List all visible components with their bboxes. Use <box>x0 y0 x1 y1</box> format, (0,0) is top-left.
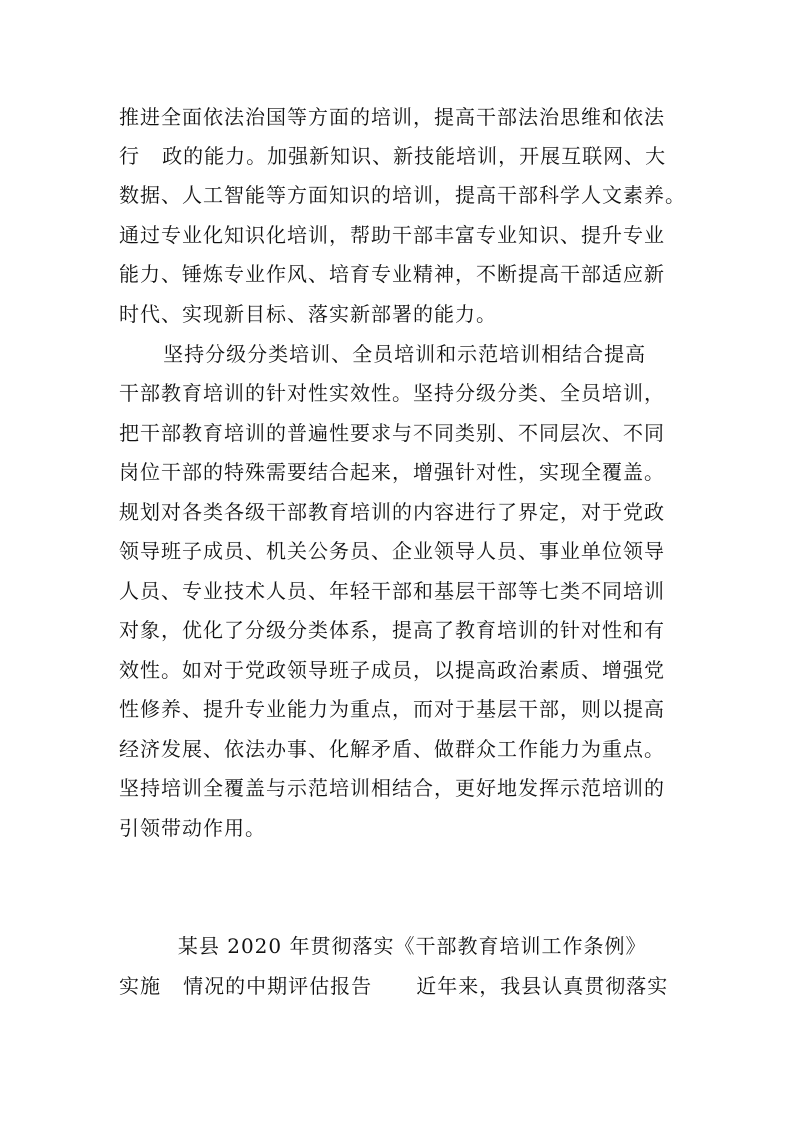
body-text-line: 时代、实现新目标、落实新部署的能力。 <box>119 302 497 326</box>
body-text-line: 岗位干部的特殊需要结合起来，增强针对性，实现全覆盖。 <box>119 460 665 484</box>
body-text-line: 引领带动作用。 <box>119 816 266 840</box>
report-title-line: 某县 2020 年贯彻落实《干部教育培训工作条例》 <box>119 934 647 958</box>
body-text-line: 坚持培训全覆盖与示范培训相结合，更好地发挥示范培训的 <box>119 776 665 800</box>
body-text-line: 效性。如对于党政领导班子成员，以提高政治素质、增强党 <box>119 658 665 682</box>
body-text-line: 把干部教育培训的普遍性要求与不同类别、不同层次、不同 <box>119 421 665 445</box>
body-text-line: 领导班子成员、机关公务员、企业领导人员、事业单位领导 <box>119 539 665 563</box>
body-text-line: 规划对各类各级干部教育培训的内容进行了界定，对于党政 <box>119 500 665 524</box>
body-text-line: 通过专业化知识化培训，帮助干部丰富专业知识、提升专业 <box>119 223 665 247</box>
body-text-line: 干部教育培训的针对性实效性。坚持分级分类、全员培训， <box>119 381 665 405</box>
body-text-line: 能力、锤炼专业作风、培育专业精神，不断提高干部适应新 <box>119 262 665 286</box>
body-text-line: 对象，优化了分级分类体系，提高了教育培训的针对性和有 <box>119 618 665 642</box>
body-text-line: 性修养、提升专业能力为重点，而对于基层干部，则以提高 <box>119 697 665 721</box>
body-text-line: 人员、专业技术人员、年轻干部和基层干部等七类不同培训 <box>119 579 665 603</box>
body-text-line: 推进全面依法治国等方面的培训，提高干部法治思维和依法 <box>119 105 665 129</box>
body-text-line: 数据、人工智能等方面知识的培训，提高干部科学人文素养。 <box>119 183 686 207</box>
body-text-line: 经济发展、依法办事、化解矛盾、做群众工作能力为重点。 <box>119 737 665 761</box>
paragraph-start-line: 坚持分级分类培训、全员培训和示范培训相结合提高 <box>119 342 647 366</box>
blank-line <box>119 852 694 882</box>
body-text-line: 行 政的能力。加强新知识、新技能培训，开展互联网、大 <box>119 144 667 168</box>
report-title-continuation-line: 实施 情况的中期评估报告 近年来，我县认真贯彻落实 <box>119 974 669 998</box>
